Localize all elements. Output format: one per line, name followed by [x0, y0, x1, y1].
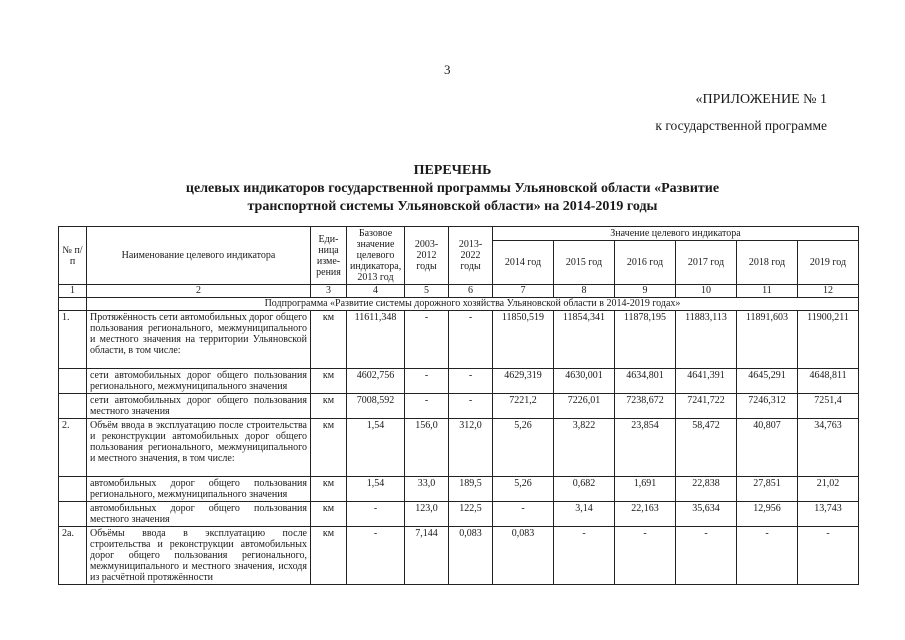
column-number: 9 — [615, 285, 676, 298]
column-number: 11 — [737, 285, 798, 298]
indicator-name: сети автомобильных дорог общего пользования регионального, межмуниципального значения — [87, 369, 311, 394]
year-value: 22,163 — [615, 502, 676, 527]
header-period-2: 2013-2022 годы — [449, 227, 493, 285]
header-period-1: 2003-2012 годы — [405, 227, 449, 285]
title-line-2: целевых индикаторов государственной программы Ульяновской области «Развитие — [185, 181, 720, 196]
year-value: 1,691 — [615, 477, 676, 502]
unit-cell: км — [311, 394, 347, 419]
year-value: 7226,01 — [554, 394, 615, 419]
appendix-heading: «ПРИЛОЖЕНИЕ № 1 — [695, 92, 827, 107]
row-number: 1. — [59, 311, 87, 369]
year-value: 4645,291 — [737, 369, 798, 394]
unit-cell: км — [311, 369, 347, 394]
column-number: 6 — [449, 285, 493, 298]
row-number — [59, 369, 87, 394]
page-number: 3 — [444, 62, 451, 77]
year-value: 27,851 — [737, 477, 798, 502]
subprogram-title: Подпрограмма «Развитие системы дорожного хозяйства Ульяновской области в 2014-2019 годах» — [87, 298, 859, 311]
indicator-name: сети автомобильных дорог общего пользования местного значения — [87, 394, 311, 419]
appendix-subheading: к государственной программе — [655, 118, 827, 133]
base-value: 11611,348 — [347, 311, 405, 369]
header-name: Наименование целевого индикатора — [87, 227, 311, 285]
header-num: № п/п — [59, 227, 87, 285]
year-value: 7246,312 — [737, 394, 798, 419]
period-2-value: - — [449, 311, 493, 369]
base-value: 1,54 — [347, 477, 405, 502]
indicator-name: Объёмы ввода в эксплуатацию после строительства и реконструкции автомобильных дорог общего пользования регионального, межмуниципального и местного значения, исходя из расчётной протяжённости — [87, 527, 311, 585]
period-2-value: 122,5 — [449, 502, 493, 527]
unit-cell: км — [311, 477, 347, 502]
title-line-1: ПЕРЕЧЕНЬ — [413, 163, 492, 178]
unit-cell: км — [311, 527, 347, 585]
period-1-value: - — [405, 369, 449, 394]
table-row — [59, 502, 859, 527]
year-value: 11878,195 — [615, 311, 676, 369]
period-1-value: - — [405, 394, 449, 419]
header-base: Базовое значение целевого индикатора, 2013 год — [347, 227, 405, 285]
year-value: 12,956 — [737, 502, 798, 527]
year-value: 5,26 — [493, 419, 554, 477]
period-1-value: 7,144 — [405, 527, 449, 585]
unit-cell: км — [311, 419, 347, 477]
column-number: 8 — [554, 285, 615, 298]
year-value: 7251,4 — [798, 394, 859, 419]
unit-cell: км — [311, 311, 347, 369]
base-value: 7008,592 — [347, 394, 405, 419]
column-number: 1 — [59, 285, 87, 298]
period-2-value: 189,5 — [449, 477, 493, 502]
year-value: 3,822 — [554, 419, 615, 477]
year-value: - — [798, 527, 859, 585]
period-2-value: 312,0 — [449, 419, 493, 477]
year-value: 4641,391 — [676, 369, 737, 394]
header-year: 2015 год — [554, 241, 615, 285]
table-row — [59, 394, 859, 419]
year-value: 58,472 — [676, 419, 737, 477]
year-value: 22,838 — [676, 477, 737, 502]
column-number: 3 — [311, 285, 347, 298]
year-value: - — [676, 527, 737, 585]
year-value: 21,02 — [798, 477, 859, 502]
indicator-name: Объём ввода в эксплуатацию после строительства и реконструкции автомобильных дорог общего пользования регионального, межмуниципального и местного значения, в том числе: — [87, 419, 311, 477]
table-row — [59, 477, 859, 502]
indicator-name: автомобильных дорог общего пользования регионального, межмуниципального значения — [87, 477, 311, 502]
title-line-3: транспортной системы Ульяновской области» на 2014-2019 годы — [247, 199, 658, 214]
column-numbers-row — [59, 285, 859, 298]
column-number: 5 — [405, 285, 449, 298]
year-value: 11883,113 — [676, 311, 737, 369]
period-1-value: 123,0 — [405, 502, 449, 527]
year-value: 7238,672 — [615, 394, 676, 419]
year-value: - — [554, 527, 615, 585]
year-value: 0,083 — [493, 527, 554, 585]
row-number — [59, 502, 87, 527]
year-value: 11891,603 — [737, 311, 798, 369]
year-value: 11900,211 — [798, 311, 859, 369]
period-2-value: - — [449, 369, 493, 394]
period-2-value: - — [449, 394, 493, 419]
row-number: 2. — [59, 419, 87, 477]
column-number: 10 — [676, 285, 737, 298]
year-value: 0,682 — [554, 477, 615, 502]
subprogram-row — [59, 298, 859, 311]
column-number: 4 — [347, 285, 405, 298]
header-year: 2016 год — [615, 241, 676, 285]
header-value-group: Значение целевого индикатора — [493, 227, 859, 241]
year-value: 4634,801 — [615, 369, 676, 394]
header-year: 2019 год — [798, 241, 859, 285]
table-row — [59, 369, 859, 394]
year-value: 4630,001 — [554, 369, 615, 394]
base-value: 4602,756 — [347, 369, 405, 394]
year-value: 7221,2 — [493, 394, 554, 419]
table-row — [59, 527, 859, 585]
year-value: 4648,811 — [798, 369, 859, 394]
header-year: 2014 год — [493, 241, 554, 285]
indicators-table — [58, 226, 859, 585]
period-1-value: 156,0 — [405, 419, 449, 477]
table-row — [59, 311, 859, 369]
year-value: 11854,341 — [554, 311, 615, 369]
column-number: 12 — [798, 285, 859, 298]
year-value: 13,743 — [798, 502, 859, 527]
header-year: 2017 год — [676, 241, 737, 285]
indicator-name: автомобильных дорог общего пользования местного значения — [87, 502, 311, 527]
year-value: - — [493, 502, 554, 527]
header-unit: Еди-ница изме-рения — [311, 227, 347, 285]
column-number: 7 — [493, 285, 554, 298]
year-value: 3,14 — [554, 502, 615, 527]
year-value: - — [737, 527, 798, 585]
period-2-value: 0,083 — [449, 527, 493, 585]
base-value: - — [347, 502, 405, 527]
unit-cell: км — [311, 502, 347, 527]
year-value: 35,634 — [676, 502, 737, 527]
base-value: 1,54 — [347, 419, 405, 477]
document-title — [0, 162, 905, 216]
column-number: 2 — [87, 285, 311, 298]
year-value: 4629,319 — [493, 369, 554, 394]
base-value: - — [347, 527, 405, 585]
year-value: - — [615, 527, 676, 585]
year-value: 34,763 — [798, 419, 859, 477]
subprogram-num-cell — [59, 298, 87, 311]
period-1-value: 33,0 — [405, 477, 449, 502]
row-number: 2а. — [59, 527, 87, 585]
year-value: 40,807 — [737, 419, 798, 477]
year-value: 5,26 — [493, 477, 554, 502]
row-number — [59, 394, 87, 419]
indicator-name: Протяжённость сети автомобильных дорог общего пользования регионального, межмуниципального и местного значения на территории Ульяновской области, в том числе: — [87, 311, 311, 369]
year-value: 11850,519 — [493, 311, 554, 369]
row-number — [59, 477, 87, 502]
table-row — [59, 419, 859, 477]
header-year: 2018 год — [737, 241, 798, 285]
period-1-value: - — [405, 311, 449, 369]
year-value: 23,854 — [615, 419, 676, 477]
year-value: 7241,722 — [676, 394, 737, 419]
